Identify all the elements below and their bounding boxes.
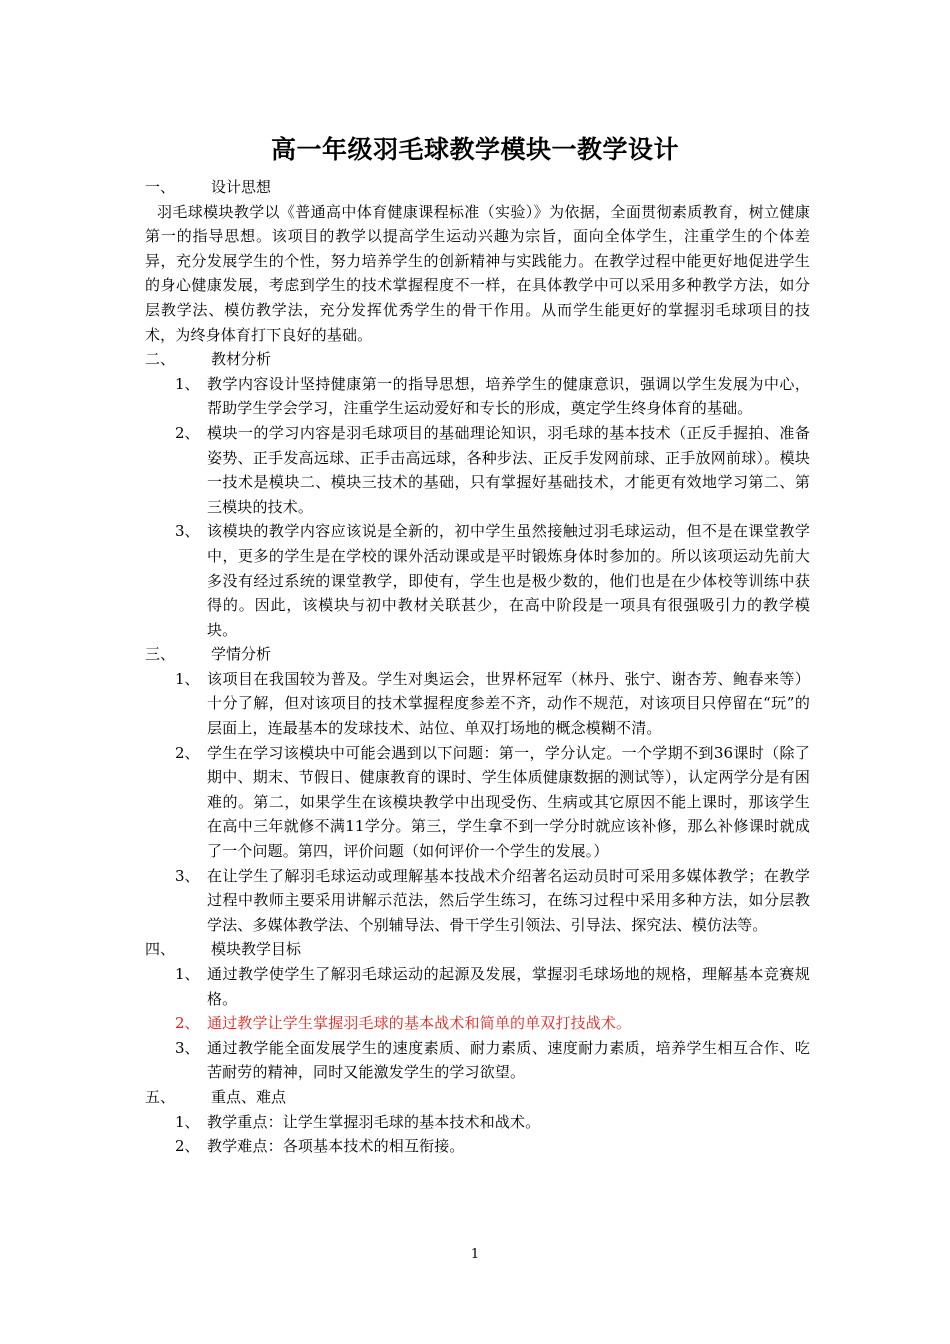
list-item-number: 1、 bbox=[175, 1112, 200, 1131]
list-item-text: 该模块的教学内容应该说是全新的，初中学生虽然接触过羽毛球运动，但不是在课堂教学中，更多的学生是在学校的课外活动课或是平时锻炼身体时参加的。所以该项运动先前大多没有经过系统的课堂教学，即使有，学生也是极少数的，他们也是在少体校等训练中获得的。因此，该模块与初中教材关联甚少，在高中阶段是一项具有很强吸引力的教学模块。 bbox=[207, 522, 810, 639]
document-title: 高一年级羽毛球教学模块一教学设计 bbox=[270, 135, 679, 164]
section-number: 三、 bbox=[145, 645, 176, 664]
list-item bbox=[145, 962, 810, 1011]
list-item-number: 2、 bbox=[175, 423, 200, 442]
list-item-text: 在让学生了解羽毛球运动或理解基本技战术介绍著名运动员时可采用多媒体教学；在教学过程中教师主要采用讲解示范法，然后学生练习，在练习过程中采用多种方法，如分层教学法、多媒体教学法、个别辅导法、骨干学生引领法、引导法、探究法、模仿法等。 bbox=[207, 866, 810, 934]
page-number: 1 bbox=[470, 1247, 480, 1262]
section-title: 学情分析 bbox=[211, 645, 272, 664]
section-title: 重点、难点 bbox=[211, 1087, 287, 1106]
section-title: 教材分析 bbox=[211, 350, 272, 369]
list-item-text: 通过教学能全面发展学生的速度素质、耐力素质、速度耐力素质，培养学生相互合作、吃苦耐劳的精神，同时又能激发学生的学习欲望。 bbox=[207, 1038, 810, 1082]
list-item-number: 3、 bbox=[175, 1038, 200, 1057]
section-heading bbox=[145, 642, 810, 667]
list-item-text: 教学难点：各项基本技术的相互衔接。 bbox=[207, 1137, 465, 1156]
list-item-number: 3、 bbox=[175, 866, 200, 885]
list-item-text: 通过教学使学生了解羽毛球运动的起源及发展，掌握羽毛球场地的规格，理解基本竞赛规格。 bbox=[207, 965, 810, 1008]
list-item bbox=[145, 667, 810, 741]
section-number: 二、 bbox=[145, 350, 176, 369]
section-heading bbox=[145, 937, 810, 962]
section-number: 五、 bbox=[145, 1087, 176, 1106]
list-item bbox=[145, 864, 810, 938]
document-body bbox=[145, 175, 810, 1159]
list-item-text: 学生在学习该模块中可能会遇到以下问题：第一，学分认定。一个学期不到36课时（除了期中、期末、节假日、健康教育的课时、学生体质健康数据的测试等），认定两学分是有困难的。第二，如果学生在该模块教学中出现受伤、生病或其它原因不能上课时，那该学生在高中三年就修不满11学分。第三，学生拿不到一学分时就应该补修，那么补修课时就成了一个问题。第四，评价问题（如何评价一个学生的发展。） bbox=[207, 743, 810, 861]
list-item bbox=[145, 421, 810, 519]
list-item bbox=[145, 1110, 810, 1135]
section-heading bbox=[145, 175, 810, 200]
list-item bbox=[145, 1036, 810, 1085]
list-item-text: 教学内容设计坚持健康第一的指导思想，培养学生的健康意识，强调以学生发展为中心，帮助学生学会学习，注重学生运动爱好和专长的形成，奠定学生终身体育的基础。 bbox=[207, 374, 810, 418]
list-item-number: 2、 bbox=[175, 1137, 200, 1156]
section-number: 一、 bbox=[145, 178, 176, 196]
list-item-highlighted bbox=[145, 1011, 810, 1036]
section-heading bbox=[145, 1085, 810, 1110]
list-item-text: 通过教学让学生掌握羽毛球的基本战术和简单的单双打技战术。 bbox=[207, 1014, 632, 1033]
list-item-number: 3、 bbox=[175, 522, 200, 541]
section-number: 四、 bbox=[145, 940, 176, 959]
section-paragraph: 羽毛球模块教学以《普通高中体育健康课程标准（实验）》为依据，全面贯彻素质教育，树立健康第一的指导思想。该项目的教学以提高学生运动兴趣为宗旨，面向全体学生，注重学生的个体差异，充分发展学生的个性，努力培养学生的创新精神与实践能力。在教学过程中能更好地促进学生的身心健康发展，考虑到学生的技术掌握程度不一样，在具体教学中可以采用多种教学方法，如分层教学法、模仿教学法，充分发挥优秀学生的骨干作用。从而学生能更好的掌握羽毛球项目的技术，为终身体育打下良好的基础。 bbox=[145, 202, 810, 344]
list-item-number: 2、 bbox=[175, 1014, 200, 1033]
section-heading bbox=[145, 347, 810, 372]
list-item-number: 1、 bbox=[175, 669, 200, 688]
list-item bbox=[145, 1134, 810, 1159]
list-item-text: 模块一的学习内容是羽毛球项目的基础理论知识，羽毛球的基本技术（正反手握拍、准备姿势、正手发高远球、正手击高远球，各种步法、正反手发网前球、正手放网前球）。模块一技术是模块二、模块三技术的基础，只有掌握好基础技术，才能更有效地学习第二、第三模块的技术。 bbox=[207, 423, 810, 516]
list-item bbox=[145, 741, 810, 864]
list-item bbox=[145, 519, 810, 642]
list-item-text: 教学重点：让学生掌握羽毛球的基本技术和战术。 bbox=[207, 1112, 541, 1131]
list-item bbox=[145, 372, 810, 421]
list-item-text: 该项目在我国较为普及。学生对奥运会，世界杯冠军（林丹、张宁、谢杏芳、鲍春来等）十分了解，但对该项目的技术掌握程度参差不齐，动作不规范，对该项目只停留在“玩”的层面上，连最基本的发球技术、站位、单双打场地的概念模糊不清。 bbox=[207, 669, 810, 738]
section-title: 模块教学目标 bbox=[211, 940, 302, 959]
list-item-number: 1、 bbox=[175, 374, 200, 393]
list-item-number: 1、 bbox=[175, 965, 200, 983]
section-title: 设计思想 bbox=[211, 178, 272, 196]
list-item-number: 2、 bbox=[175, 743, 200, 762]
